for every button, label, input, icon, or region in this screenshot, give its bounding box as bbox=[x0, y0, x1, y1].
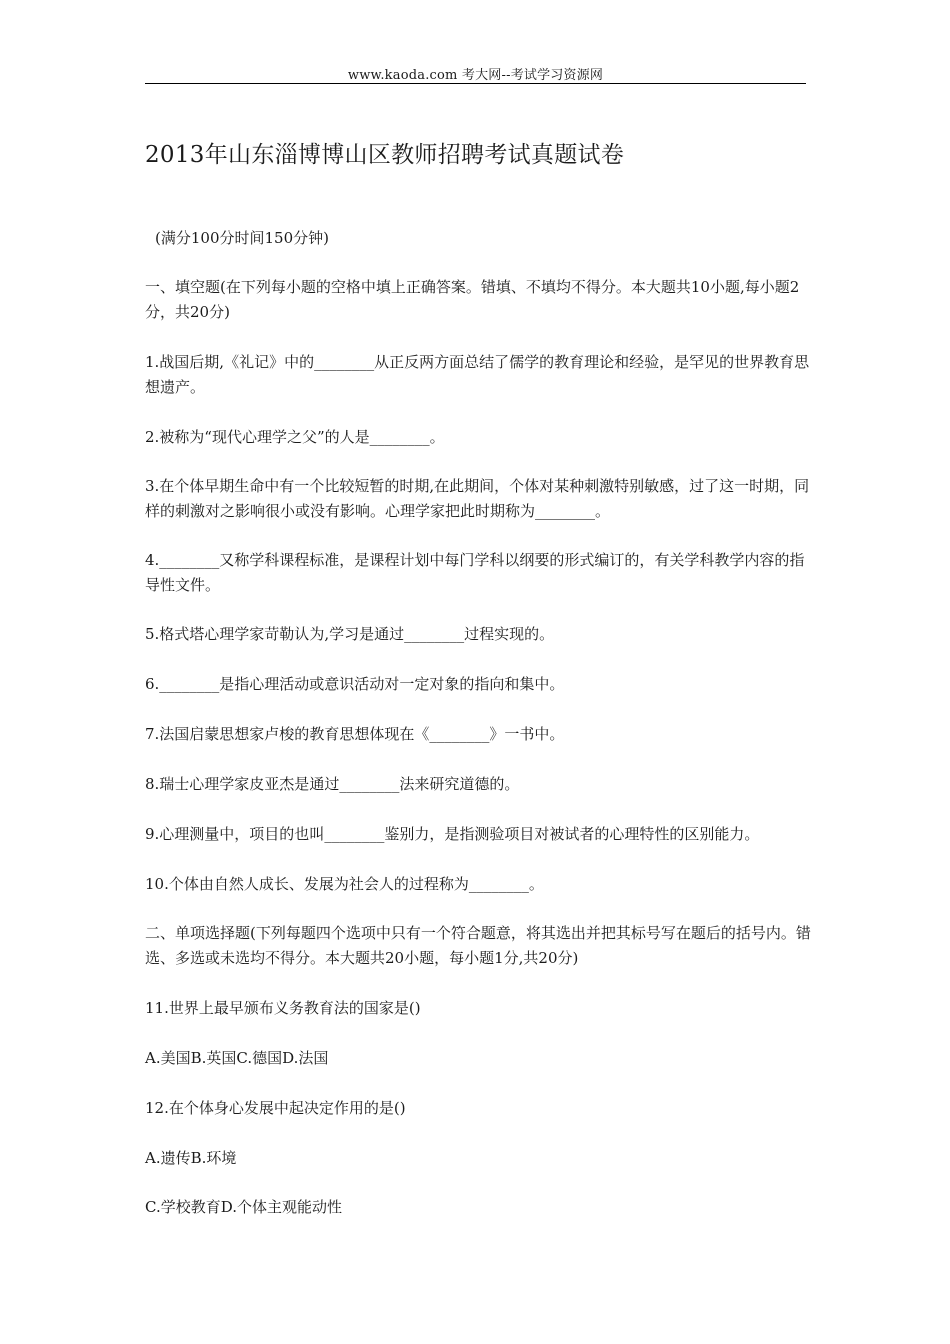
question-2: 2.被称为“现代心理学之父”的人是________。 bbox=[145, 428, 445, 446]
section1-heading: 一、填空题(在下列每小题的空格中填上正确答案。错填、不填均不得分。本大题共10小题,每小题2分，共20分) bbox=[145, 278, 800, 321]
page-header: www.kaoda.com 考大网--考试学习资源网 bbox=[347, 68, 604, 83]
question-12: 12.在个体身心发展中起决定作用的是() bbox=[145, 1099, 406, 1117]
question-12-options-cd: C.学校教育D.个体主观能动性 bbox=[145, 1198, 342, 1216]
question-12-options-ab: A.遗传B.环境 bbox=[145, 1149, 237, 1167]
page-title: 2013年山东淄博博山区教师招聘考试真题试卷 bbox=[145, 142, 625, 168]
section2-heading: 二、单项选择题(下列每题四个选项中只有一个符合题意，将其选出并把其标号写在题后的括号内。错选、多选或未选均不得分。本大题共20小题，每小题1分,共20分) bbox=[145, 924, 811, 967]
question-11-options: A.美国B.英国C.德国D.法国 bbox=[145, 1049, 329, 1067]
question-10: 10.个体由自然人成长、发展为社会人的过程称为________。 bbox=[145, 875, 544, 893]
question-8: 8.瑞士心理学家皮亚杰是通过________法来研究道德的。 bbox=[145, 775, 520, 793]
exam-info: (满分100分时间150分钟) bbox=[155, 229, 329, 247]
question-7: 7.法国启蒙思想家卢梭的教育思想体现在《________》一书中。 bbox=[145, 725, 565, 743]
header-divider bbox=[145, 83, 806, 84]
question-3: 3.在个体早期生命中有一个比较短暂的时期,在此期间，个体对某种刺激特别敏感，过了这一时期，同样的刺激对之影响很小或没有影响。心理学家把此时期称为________。 bbox=[145, 477, 810, 520]
question-1: 1.战国后期,《礼记》中的________从正反两方面总结了儒学的教育理论和经验，是罕见的世界教育思想遗产。 bbox=[145, 353, 810, 396]
question-6: 6.________是指心理活动或意识活动对一定对象的指向和集中。 bbox=[145, 675, 565, 693]
question-11: 11.世界上最早颁布义务教育法的国家是() bbox=[145, 999, 421, 1017]
question-9: 9.心理测量中，项目的也叫________鉴别力，是指测验项目对被试者的心理特性的区别能力。 bbox=[145, 825, 760, 843]
question-4: 4.________又称学科课程标准，是课程计划中每门学科以纲要的形式编订的，有关学科教学内容的指导性文件。 bbox=[145, 551, 805, 594]
question-5: 5.格式塔心理学家苛勒认为,学习是通过________过程实现的。 bbox=[145, 625, 555, 643]
